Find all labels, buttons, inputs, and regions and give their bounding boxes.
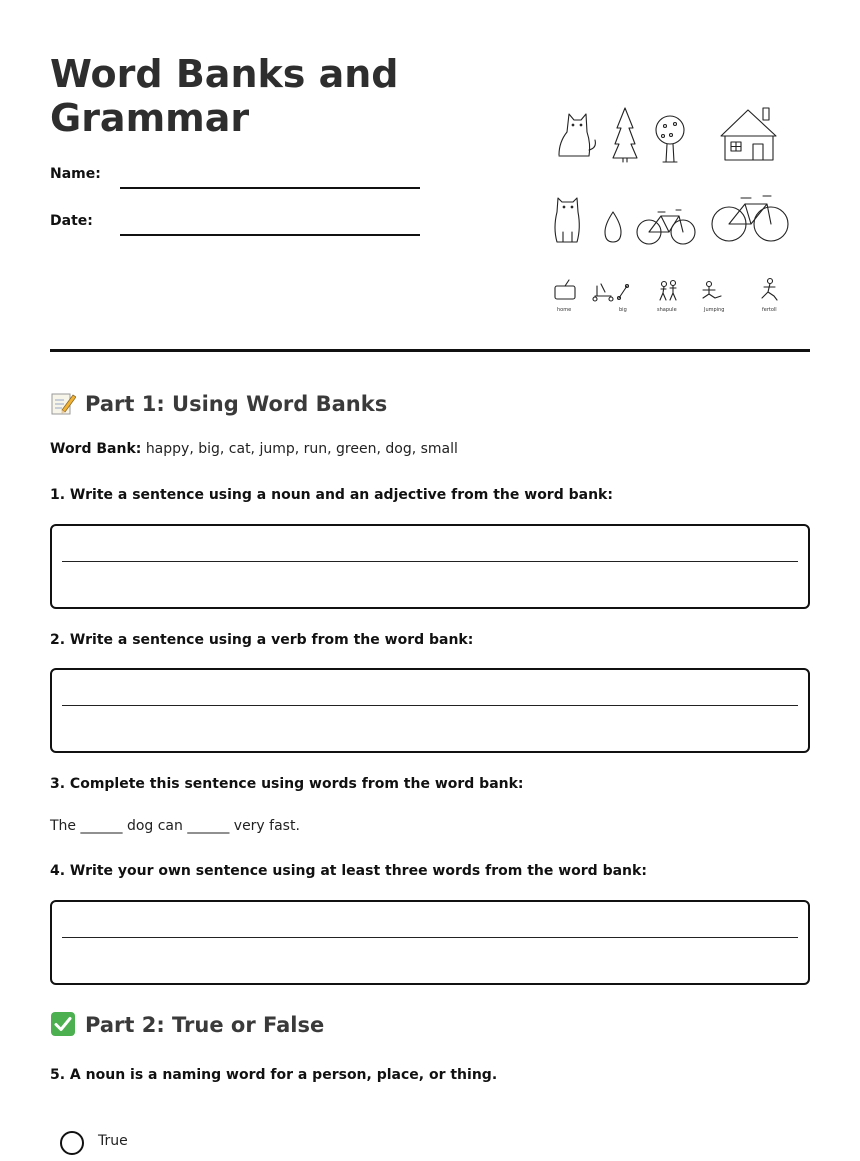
apple-tree-icon <box>656 116 684 162</box>
large-bicycle-icon <box>712 196 788 241</box>
date-label: Date: <box>50 213 93 229</box>
pine-tree-icon <box>613 108 637 162</box>
tv-icon <box>555 280 575 299</box>
word-bank-words: happy, big, cat, jump, run, green, dog, small <box>145 441 458 457</box>
answer-box-2[interactable] <box>50 668 810 753</box>
two-people-icon <box>660 281 676 301</box>
answer-box-4[interactable] <box>50 900 810 985</box>
writing-line <box>62 561 798 562</box>
question-2: 2. Write a sentence using a verb from the word bank: <box>50 632 474 648</box>
radio-button-true[interactable] <box>60 1131 84 1155</box>
picture-label-shapule: shapule <box>657 307 677 313</box>
sitting-cat-icon <box>555 198 579 242</box>
question-5: 5. A noun is a naming word for a person, place, or thing. <box>50 1067 498 1083</box>
check-mark-icon <box>50 1011 76 1037</box>
date-field[interactable] <box>120 234 420 236</box>
part2-heading <box>50 1011 324 1039</box>
word-bank <box>50 441 458 457</box>
picture-label-home: home <box>557 307 572 313</box>
part1-title: Part 1: Using Word Banks <box>85 392 388 416</box>
picture-label-jumping: Jumping <box>704 307 725 313</box>
question-4: 4. Write your own sentence using at least three words from the word bank: <box>50 863 647 879</box>
writing-line <box>62 705 798 706</box>
answer-box-1[interactable] <box>50 524 810 609</box>
egg-icon <box>605 212 621 242</box>
picture-label-big: big <box>619 307 627 313</box>
option-true-label: True <box>98 1133 128 1149</box>
question-3: 3. Complete this sentence using words from the word bank: <box>50 776 524 792</box>
running-person-icon <box>762 279 777 301</box>
cat-icon <box>559 114 595 156</box>
header-divider <box>50 349 810 352</box>
question-3-sentence: The ______ dog can ______ very fast. <box>50 818 300 834</box>
question-1: 1. Write a sentence using a noun and an adjective from the word bank: <box>50 487 613 503</box>
scooter-icon <box>593 284 629 301</box>
worksheet-title: Word Banks and Grammar <box>50 52 399 140</box>
name-label: Name: <box>50 166 101 182</box>
writing-line <box>62 937 798 938</box>
clipart-illustrations <box>545 100 795 322</box>
bicycle-icon <box>637 210 695 244</box>
word-bank-label: Word Bank: <box>50 441 142 457</box>
house-icon <box>721 108 776 160</box>
memo-icon <box>50 390 76 416</box>
jumping-person-icon <box>703 282 721 299</box>
part1-heading <box>50 390 387 418</box>
part2-title: Part 2: True or False <box>85 1013 325 1037</box>
name-field[interactable] <box>120 187 420 189</box>
picture-label-fertoll: fertoll <box>762 307 777 313</box>
